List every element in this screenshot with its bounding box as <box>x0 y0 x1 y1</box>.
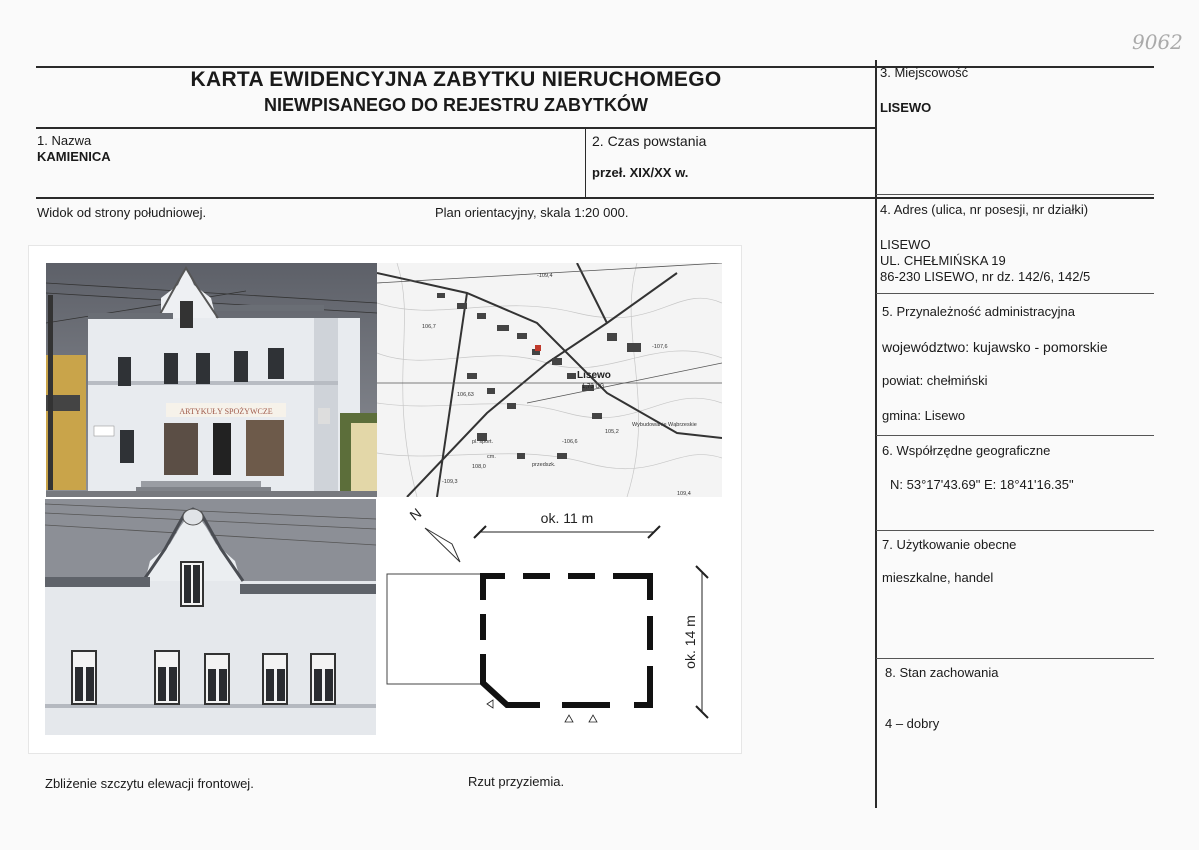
handwritten-note: 9062 <box>1132 30 1183 54</box>
adres-line2: UL. CHEŁMIŃSKA 19 <box>880 253 1006 268</box>
caption-widok: Widok od strony południowej. <box>37 205 207 220</box>
floor-plan <box>380 500 722 745</box>
wojewodztwo-value: województwo: kujawsko - pomorskie <box>882 339 1108 355</box>
building-photo <box>46 263 377 497</box>
shop-sign: ARTYKUŁY SPOŻYWCZE <box>179 407 273 416</box>
caption-rzut: Rzut przyziemia. <box>468 774 565 789</box>
right-column-divider <box>875 60 877 808</box>
divider-6 <box>876 530 1154 531</box>
powiat-value: powiat: chełmiński <box>882 373 988 388</box>
adres-label: 4. Adres (ulica, nr posesji, nr działki) <box>880 202 1089 217</box>
map-label: pl. sport. <box>472 439 494 445</box>
czas-value: przeł. XIX/XX w. <box>592 165 689 180</box>
stan-value: 4 – dobry <box>885 716 940 731</box>
map-town-sub: 1,73 UG <box>582 384 605 390</box>
card-subtitle: NIEWPISANEGO DO REJESTRU ZABYTKÓW <box>263 95 649 115</box>
map-label: cm. <box>487 454 496 460</box>
adres-line1: LISEWO <box>880 237 931 252</box>
stan-label: 8. Stan zachowania <box>885 665 999 680</box>
header-divider <box>36 127 876 129</box>
uzytkowanie-value: mieszkalne, handel <box>882 570 994 585</box>
north-label: N <box>406 504 425 524</box>
map-label: Wybudowanie Wąbrzeskie <box>632 422 697 428</box>
caption-zblizenie: Zbliżenie szczytu elewacji frontowej. <box>45 776 254 791</box>
orientation-map <box>377 263 722 497</box>
height-dimension: ok. 14 m <box>682 615 698 669</box>
map-label: przedszk. <box>532 462 556 468</box>
nazwa-value: KAMIENICA <box>37 149 111 164</box>
divider-4 <box>876 293 1154 294</box>
map-label: -107,6 <box>652 344 668 350</box>
fields-divider <box>36 197 1154 199</box>
map-label: -109,4 <box>537 273 553 279</box>
divider-5 <box>876 435 1154 436</box>
map-label: 105,2 <box>605 429 619 435</box>
miejscowosc-label: 3. Miejscowość <box>880 65 969 80</box>
width-dimension: ok. 11 m <box>540 510 594 526</box>
przynaleznosc-label: 5. Przynależność administracyjna <box>882 304 1075 319</box>
divider-3 <box>876 194 1154 195</box>
map-label: 109,4 <box>677 491 691 497</box>
miejscowosc-value: LISEWO <box>880 100 932 115</box>
north-arrow-icon <box>425 528 460 562</box>
map-label: 106,63 <box>457 392 474 398</box>
caption-plan: Plan orientacyjny, skala 1:20 000. <box>435 205 629 220</box>
map-label: -109,3 <box>442 479 458 485</box>
map-label: 108,0 <box>472 464 486 470</box>
uzytkowanie-label: 7. Użytkowanie obecne <box>882 537 1017 552</box>
name-time-divider <box>585 128 586 198</box>
gable-closeup-photo <box>45 499 376 735</box>
map-town-label: Lisewo <box>577 370 611 381</box>
adres-line3: 86-230 LISEWO, nr dz. 142/6, 142/5 <box>880 269 1091 284</box>
map-label: -106,6 <box>562 439 578 445</box>
wspolrzedne-value: N: 53°17'43.69" E: 18°41'16.35" <box>890 477 1074 492</box>
wspolrzedne-label: 6. Współrzędne geograficzne <box>882 443 1051 458</box>
nazwa-label: 1. Nazwa <box>37 133 92 148</box>
czas-label: 2. Czas powstania <box>592 133 707 149</box>
gmina-value: gmina: Lisewo <box>882 408 966 423</box>
map-label: 106,7 <box>422 324 436 330</box>
divider-7 <box>876 658 1154 659</box>
card-title: KARTA EWIDENCYJNA ZABYTKU NIERUCHOMEGO <box>190 68 722 91</box>
